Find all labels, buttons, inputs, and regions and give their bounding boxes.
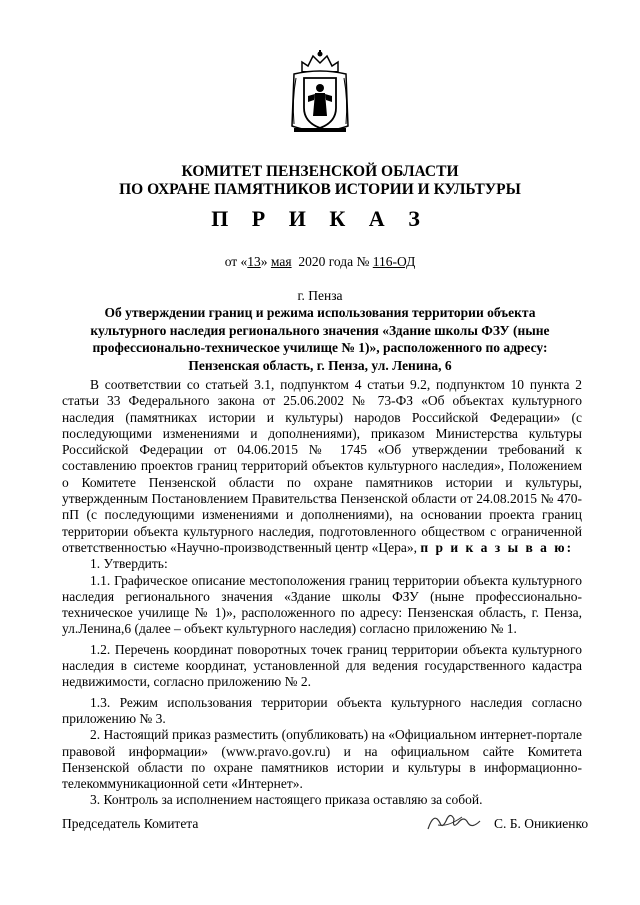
item-1-1: 1.1. Графическое описание местоположения границ территории объекта культурного наследия регионального значения «Здание школы ФЗУ (ныне профессионально-техническое училище № 1)», расположенного по адресу: Пензенская область, г. Пенза, ул.Ленина,6 (далее – объект культурного наследия) согласно приложению № 1. bbox=[62, 572, 582, 637]
item-3: 3. Контроль за исполнением настоящего приказа оставляю за собой. bbox=[90, 792, 483, 808]
date-day: 13 bbox=[247, 254, 261, 269]
intro-text: В соответствии со статьей 3.1, подпунктом 4 статьи 9.2, подпунктом 10 пункта 2 статьи 33 Федерального закона от 25.06.2002 № 73-ФЗ «Об объектах культурного наследия (памятниках истории и культуры) народов Российской Федерации» (с последующими изменениями и дополнениями), приказом Министерства культуры Российской Федерации от 04.06.2015 № 1745 «Об утверждении требований к составлению проектов границ территорий объектов культурного наследия», Положением о Комитете Пензенской области по охране памятников истории и культуры, утвержденным Постановлением Правительства Пензенской области от 24.08.2015 № 470-пП (с последующими изменениями и дополнениями), на основании проекта границ территории объекта культурного наследия, подготовленного обществом с ограниченной ответственностью «Научно-производственный центр «Цера», bbox=[62, 377, 582, 555]
item-1-2: 1.2. Перечень координат поворотных точек границ территории объекта культурного наследия в системе координат, установленной для ведения государственного кадастра недвижимости, согласно приложению № 2. bbox=[62, 641, 582, 690]
intro-paragraph bbox=[62, 377, 582, 556]
signatory-name: С. Б. Оникиенко bbox=[494, 816, 589, 831]
city-name: г. Пенза bbox=[297, 288, 343, 303]
date-prefix: от « bbox=[224, 254, 248, 269]
order-date-number bbox=[0, 254, 640, 270]
date-year: 2020 года № bbox=[291, 254, 373, 269]
item-1-3: 1.3. Режим использования территории объекта культурного наследия согласно приложению № 3. bbox=[62, 694, 582, 726]
document-title: Об утверждении границ и режима использования территории объекта культурного наследия регионального значения «Здание школы ФЗУ (ныне профессионально-техническое училище № 1)», расположенного по адресу: Пензенская область, г. Пенза, ул. Ленина, 6 bbox=[90, 305, 550, 373]
order-number: 116-ОД bbox=[372, 254, 416, 269]
decree-word: п р и к а з ы в а ю: bbox=[420, 539, 574, 555]
item-1: 1. Утвердить: bbox=[90, 556, 168, 572]
date-month: мая bbox=[270, 254, 292, 269]
signatory-position: Председатель Комитета bbox=[62, 816, 199, 831]
document-body bbox=[62, 377, 582, 809]
document-type-heading: П Р И К А З bbox=[211, 206, 429, 231]
handwritten-signature-icon bbox=[424, 805, 484, 835]
organization-name-line1: КОМИТЕТ ПЕНЗЕНСКОЙ ОБЛАСТИ bbox=[181, 163, 459, 180]
organization-name-line2: ПО ОХРАНЕ ПАМЯТНИКОВ ИСТОРИИ И КУЛЬТУРЫ bbox=[119, 181, 521, 198]
date-mid: » bbox=[260, 254, 271, 269]
item-2: 2. Настоящий приказ разместить (опубликовать) на «Официальном интернет-портале правовой информации» (www.pravo.gov.ru) и на официальном сайте Комитета Пензенской области по охране памятников истории и культуры в информационно-телекоммуникационной сети «Интернет». bbox=[62, 727, 582, 792]
coat-of-arms-icon bbox=[288, 50, 352, 138]
